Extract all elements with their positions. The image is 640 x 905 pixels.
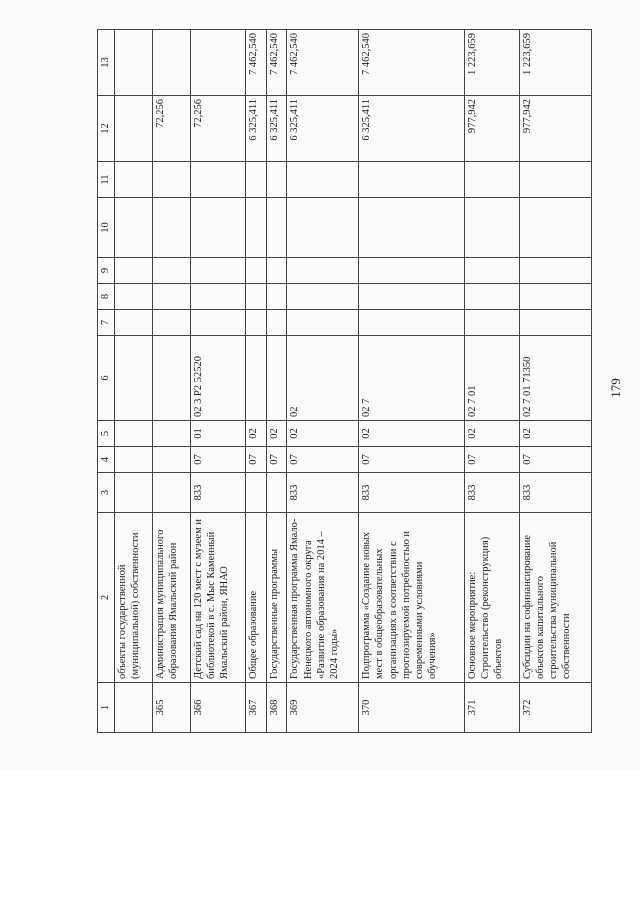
col9-value [115, 258, 153, 284]
row-number: 366 [190, 683, 245, 733]
row-name: Администрация муниципального образования Ямальский район [152, 513, 190, 683]
col3-value [266, 473, 287, 513]
col10-value [520, 198, 592, 258]
col-header: 4 [98, 447, 115, 473]
col9-value [152, 258, 190, 284]
col10-value [287, 198, 359, 258]
col11-value [520, 162, 592, 198]
col12-value: 72,256 [152, 96, 190, 162]
col9-value [520, 258, 592, 284]
col7-value [152, 310, 190, 336]
row-name: Государственные программы [266, 513, 287, 683]
col3-value [115, 473, 153, 513]
col5-value: 01 [190, 421, 245, 447]
row-name: Детский сад на 120 мест с музеем и библиотекой в с. Мыс Каменный Ямальский район, ЯНАО [190, 513, 245, 683]
table-row [465, 30, 520, 733]
row-number: 371 [465, 683, 520, 733]
col6-value: 02 [287, 336, 359, 421]
col-header: 7 [98, 310, 115, 336]
col7-value [520, 310, 592, 336]
col13-value: 7 462,540 [359, 30, 465, 96]
row-number: 370 [359, 683, 465, 733]
col5-value [115, 421, 153, 447]
col7-value [245, 310, 266, 336]
col4-value: 07 [359, 447, 465, 473]
row-number: 368 [266, 683, 287, 733]
col5-value: 02 [245, 421, 266, 447]
col3-value: 833 [287, 473, 359, 513]
col6-value [152, 336, 190, 421]
table-row [359, 30, 465, 733]
col3-value [245, 473, 266, 513]
col-header: 9 [98, 258, 115, 284]
col10-value [115, 198, 153, 258]
col-header: 1 [98, 683, 115, 733]
col8-value [520, 284, 592, 310]
col11-value [287, 162, 359, 198]
col8-value [152, 284, 190, 310]
col7-value [465, 310, 520, 336]
col8-value [266, 284, 287, 310]
row-name: Подпрограмма «Создание новых мест в общеобразовательных организациях в соответствии с прогнозируемой потребностью и современными условиями обучения» [359, 513, 465, 683]
col4-value: 07 [520, 447, 592, 473]
col-header: 5 [98, 421, 115, 447]
col4-value: 07 [465, 447, 520, 473]
row-number: 365 [152, 683, 190, 733]
col9-value [465, 258, 520, 284]
col4-value [115, 447, 153, 473]
col5-value: 02 [520, 421, 592, 447]
col13-value: 1 223,659 [465, 30, 520, 96]
col6-value: 02 3 P2 52520 [190, 336, 245, 421]
col-header: 12 [98, 96, 115, 162]
col10-value [465, 198, 520, 258]
col7-value [115, 310, 153, 336]
col7-value [359, 310, 465, 336]
col-header: 11 [98, 162, 115, 198]
col11-value [465, 162, 520, 198]
col11-value [266, 162, 287, 198]
col13-value: 7 462,540 [266, 30, 287, 96]
col4-value [152, 447, 190, 473]
col11-value [152, 162, 190, 198]
col12-value: 6 325,411 [266, 96, 287, 162]
col5-value: 02 [465, 421, 520, 447]
col11-value [245, 162, 266, 198]
col7-value [190, 310, 245, 336]
col7-value [287, 310, 359, 336]
col12-value: 6 325,411 [245, 96, 266, 162]
table-row [520, 30, 592, 733]
row-number [115, 683, 153, 733]
col-header: 10 [98, 198, 115, 258]
col10-value [359, 198, 465, 258]
col3-value: 833 [520, 473, 592, 513]
row-number: 372 [520, 683, 592, 733]
col8-value [359, 284, 465, 310]
budget-table-rotated [97, 30, 592, 733]
col13-value [115, 30, 153, 96]
col-header: 3 [98, 473, 115, 513]
col4-value: 07 [287, 447, 359, 473]
col12-value: 72,256 [190, 96, 245, 162]
col9-value [266, 258, 287, 284]
col8-value [245, 284, 266, 310]
col13-value: 7 462,540 [245, 30, 266, 96]
col13-value: 7 462,540 [287, 30, 359, 96]
col3-value [152, 473, 190, 513]
col12-value: 977,942 [520, 96, 592, 162]
col9-value [287, 258, 359, 284]
col8-value [465, 284, 520, 310]
col12-value: 977,942 [465, 96, 520, 162]
col3-value: 833 [465, 473, 520, 513]
col8-value [287, 284, 359, 310]
col10-value [152, 198, 190, 258]
row-name: Государственная программа Ямало-Ненецкого автономного округа «Развитие образования на 2014 – 2024 годы» [287, 513, 359, 683]
table-row [245, 30, 266, 733]
row-name: Основное мероприятие: Строительство (реконструкция) объектов [465, 513, 520, 683]
col5-value: 02 [359, 421, 465, 447]
col5-value [152, 421, 190, 447]
col7-value [266, 310, 287, 336]
table-row [190, 30, 245, 733]
col10-value [245, 198, 266, 258]
col6-value [266, 336, 287, 421]
col8-value [190, 284, 245, 310]
table-row [152, 30, 190, 733]
col3-value: 833 [359, 473, 465, 513]
col6-value: 02 7 [359, 336, 465, 421]
col12-value [115, 96, 153, 162]
col6-value [115, 336, 153, 421]
col11-value [115, 162, 153, 198]
col9-value [359, 258, 465, 284]
row-number: 367 [245, 683, 266, 733]
row-number: 369 [287, 683, 359, 733]
col10-value [266, 198, 287, 258]
col13-value [190, 30, 245, 96]
table-row [115, 30, 153, 733]
col13-value [152, 30, 190, 96]
col-header: 2 [98, 513, 115, 683]
col4-value: 07 [245, 447, 266, 473]
col6-value [245, 336, 266, 421]
col10-value [190, 198, 245, 258]
col8-value [115, 284, 153, 310]
col13-value: 1 223,659 [520, 30, 592, 96]
col12-value: 6 325,411 [287, 96, 359, 162]
col-header: 6 [98, 336, 115, 421]
col-header: 13 [98, 30, 115, 96]
budget-table [97, 29, 592, 733]
row-name: объекты государственной (муниципальной) собственности [115, 513, 153, 683]
col-header: 8 [98, 284, 115, 310]
col4-value: 07 [266, 447, 287, 473]
table-row [266, 30, 287, 733]
col6-value: 02 7 01 71350 [520, 336, 592, 421]
col11-value [190, 162, 245, 198]
row-name: Общее образование [245, 513, 266, 683]
row-name: Субсидии на софинансирование объектов капитального строительства муниципальной собственности [520, 513, 592, 683]
col4-value: 07 [190, 447, 245, 473]
col9-value [190, 258, 245, 284]
table-row [287, 30, 359, 733]
col12-value: 6 325,411 [359, 96, 465, 162]
col5-value: 02 [287, 421, 359, 447]
col11-value [359, 162, 465, 198]
header-row [98, 30, 115, 733]
col9-value [245, 258, 266, 284]
col6-value: 02 7 01 [465, 336, 520, 421]
col3-value: 833 [190, 473, 245, 513]
page-number: 179 [608, 378, 623, 398]
col5-value: 02 [266, 421, 287, 447]
